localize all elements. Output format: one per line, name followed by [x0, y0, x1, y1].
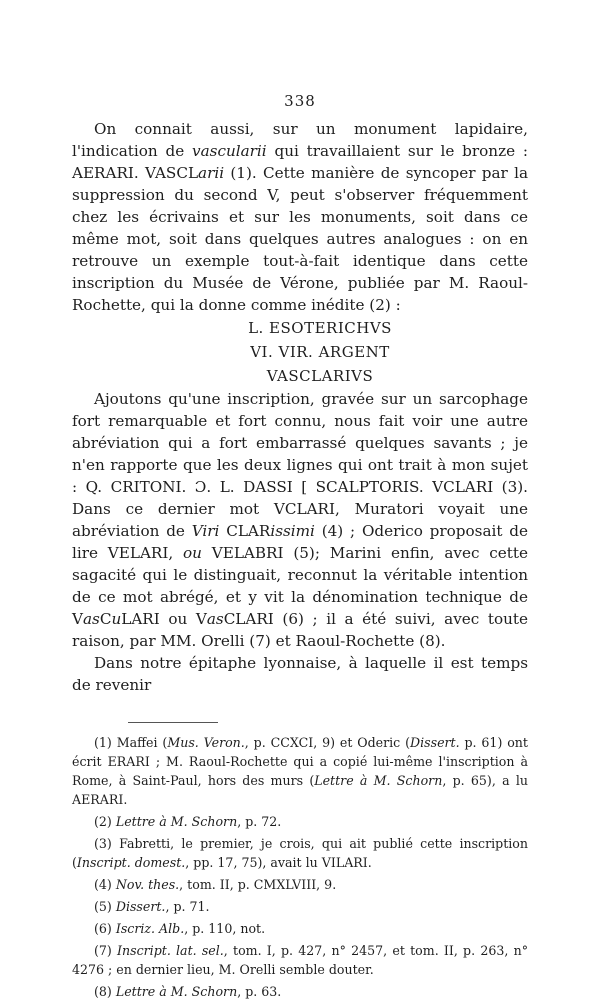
italic-text: Inscript. domest.	[76, 855, 186, 870]
footnote: (1) Maffei (Mus. Veron., p. CCXCI, 9) et Oderic (Dissert. p. 61) ont écrit ERARI ; M. Raoul-Rochette qui a copié lui-même l'inscription à Rome, à Saint-Paul, hors des murs (Lettre à M. Schorn, p. 65), a lu AERARI.	[72, 735, 528, 807]
body-text	[72, 118, 528, 316]
italic-text: Viri	[191, 522, 220, 540]
footnote: (4) Nov. thes., tom. II, p. CMXLVIII, 9.	[94, 877, 337, 892]
italic-text: Lettre à M. Schorn	[115, 984, 238, 999]
body-text-continued	[72, 388, 528, 696]
document-page	[72, 92, 528, 1004]
italic-text: vascularii	[192, 142, 267, 160]
inscription-block	[72, 316, 528, 388]
footnote-separator	[128, 722, 218, 723]
page-number: 338	[284, 92, 316, 110]
italic-text: Lettre à M. Schorn	[115, 814, 238, 829]
italic-text: Nov. thes.	[115, 877, 180, 892]
italic-text: Lettre à M. Schorn	[314, 773, 443, 788]
inscription-line: VI. VIR. ARGENT	[250, 343, 390, 361]
italic-text: ou	[183, 544, 202, 562]
italic-text: Inscript. lat. sel.	[117, 943, 224, 958]
italic-text: issimi	[270, 522, 315, 540]
footnote: (7) Inscript. lat. sel., tom. I, p. 427, n° 2457, et tom. II, p. 263, n° 4276 ; en dernier lieu, M. Orelli semble douter.	[72, 943, 528, 977]
italic-text: as	[206, 610, 224, 628]
footnote: (8) Lettre à M. Schorn, p. 63.	[94, 984, 282, 999]
inscription-line: VASCLARIVS	[266, 367, 374, 385]
italic-text: arii	[198, 164, 225, 182]
footnote: (6) Iscriz. Alb., p. 110, not.	[94, 921, 266, 936]
italic-text: Dissert.	[115, 899, 166, 914]
footnote: (2) Lettre à M. Schorn, p. 72.	[94, 814, 282, 829]
footnote: (3) Fabretti, le premier, je crois, qui ait publié cette inscription (Inscript. domest., pp. 17, 75), avait lu VILARI.	[72, 836, 528, 870]
paragraph: Ajoutons qu'une inscription, gravée sur un sarcophage fort remarquable et fort connu, nous fait voir une autre abréviation qui a fort embarrassé quelques savants ; je n'en rapporte que les deux lignes qui ont trait à mon sujet : Q. CRITONI. Ɔ. L. DASSI [ SCALPTORIS. VCLARI (3). Dans ce dernier mot VCLARI, Muratori voyait une abréviation de Viri CLARissimi (4) ; Oderico proposait de lire VELARI, ou VELABRI (5); Marini enfin, avec cette sagacité qui le distinguait, reconnut la véritable intention de ce mot abrégé, et y vit la dénomination technique de VasCuLARI ou VasCLARI (6) ; il a été suivi, avec toute raison, par MM. Orelli (7) et Raoul-Rochette (8).	[72, 390, 528, 650]
italic-text: Dissert.	[410, 735, 460, 750]
italic-text: u	[111, 610, 122, 628]
paragraph: Dans notre épitaphe lyonnaise, à laquelle il est temps de revenir	[72, 654, 528, 694]
inscription-line: L. ESOTERICHVS	[248, 319, 392, 337]
footnote: (5) Dissert., p. 71.	[94, 899, 210, 914]
italic-text: Iscriz. Alb.	[115, 921, 185, 936]
italic-text: Mus. Veron.	[167, 735, 245, 750]
italic-text: as	[82, 610, 100, 628]
paragraph: On connait aussi, sur un monument lapidaire, l'indication de vascularii qui travaillaient sur le bronze : AERARI. VASCLarii (1). Cette manière de syncoper par la suppression du second V, peut s'observer fréquemment chez les écrivains et sur les monuments, soit dans ce même mot, soit dans quelques autres analogues : on en retrouve un exemple tout-à-fait identique dans cette inscription du Musée de Vérone, publiée par M. Raoul-Rochette, qui la donne comme inédite (2) :	[72, 120, 529, 314]
